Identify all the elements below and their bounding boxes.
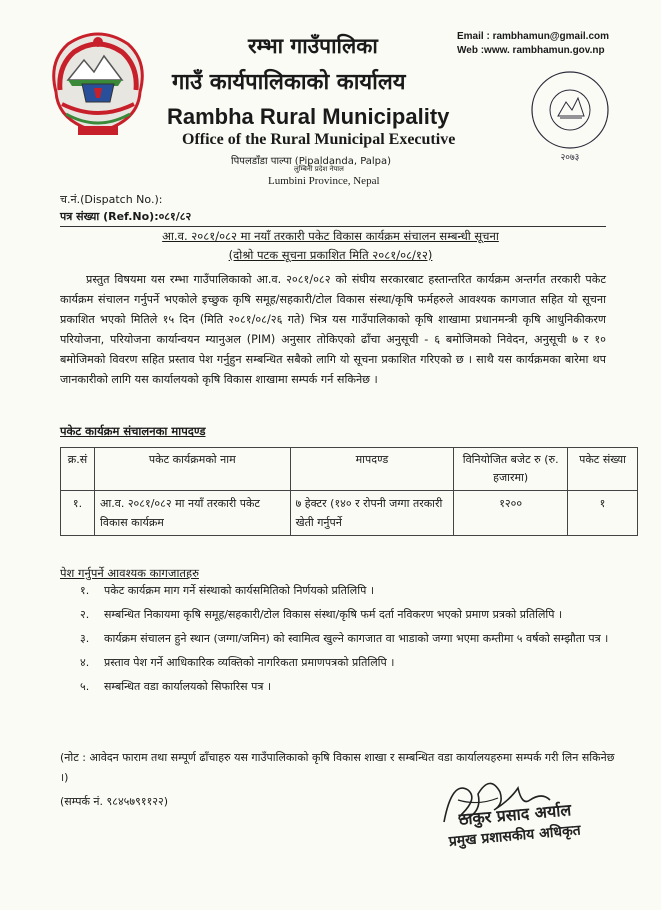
table-header-row bbox=[61, 448, 638, 491]
contact-block bbox=[457, 30, 609, 58]
notice-title: आ.व. २०८१/०८२ मा नयाँ तरकारी पकेट विकास कार्यक्रम संचालन सम्बन्धी सूचना bbox=[162, 229, 499, 243]
address-line-2: लुम्बिनी प्रदेश नेपाल bbox=[294, 165, 344, 173]
municipality-name-en: Rambha Rural Municipality bbox=[167, 104, 450, 129]
office-seal bbox=[528, 66, 612, 166]
office-name-en: Office of the Rural Municipal Executive bbox=[182, 131, 456, 148]
office-name-np: गाउँ कार्यपालिकाको कार्यालय bbox=[172, 70, 406, 95]
notice-subtitle: (दोश्रो पटक सूचना प्रकाशित मिति २०८१/०८/१२) bbox=[228, 248, 433, 262]
government-emblem bbox=[38, 22, 158, 150]
email-text: Email : rambhamun@gmail.com bbox=[457, 31, 610, 42]
cell-pocket-count: १ bbox=[568, 491, 638, 536]
list-item-number: १. bbox=[80, 584, 90, 597]
seal-year: २०७३ bbox=[560, 153, 580, 163]
list-item-number: २. bbox=[80, 608, 90, 621]
list-item-number: ४. bbox=[80, 656, 90, 669]
website-text: Web :www. rambhamun.gov.np bbox=[457, 45, 605, 56]
list-item bbox=[80, 581, 625, 601]
list-item-text: प्रस्ताव पेश गर्ने आधिकारिक व्यक्तिको नागरिकता प्रमाणपत्रको प्रतिलिपि । bbox=[104, 656, 395, 669]
criteria-table bbox=[60, 447, 638, 536]
dispatch-number: च.नं.(Dispatch No.): bbox=[60, 193, 163, 206]
list-item bbox=[80, 629, 625, 649]
col-header-pocket-count: पकेट संख्या bbox=[568, 448, 638, 491]
list-item bbox=[80, 605, 625, 625]
cell-criteria: ७ हेक्टर (१४० र रोपनी जग्गा तरकारी खेती गर्नुपर्ने bbox=[290, 491, 454, 536]
list-item bbox=[80, 653, 625, 673]
reference-number: पत्र संख्या (Ref.No):०८१/८२ bbox=[60, 210, 192, 223]
note-text: (नोट : आवेदन फाराम तथा सम्पूर्ण ढाँचाहरु यस गाउँपालिकाको कृषि विकास शाखा र सम्बन्धित वडा कार्यालयहरुमा सम्पर्क गरी लिन सकिनेछ ।) bbox=[60, 751, 615, 784]
municipality-name-np: रम्भा गाउँपालिका bbox=[248, 34, 378, 58]
list-item-text: सम्बन्धित निकायमा कृषि समूह/सहकारी/टोल विकास संस्था/कृषि फर्म दर्ता नविकरण भएको प्रमाण प्रत्रको प्रतिलिपि । bbox=[104, 608, 563, 621]
col-header-sn: क्र.सं bbox=[61, 448, 95, 491]
list-item-text: पकेट कार्यक्रम माग गर्ने संस्थाको कार्यसमितिको निर्णयको प्रतिलिपि । bbox=[104, 584, 374, 597]
cell-program-name: आ.व. २०८१/०८२ मा नयाँ तरकारी पकेट विकास कार्यक्रम bbox=[94, 491, 290, 536]
list-item-text: सम्बन्धित वडा कार्यालयको सिफारिस पत्र । bbox=[104, 680, 272, 693]
list-item bbox=[80, 677, 625, 697]
list-item-number: ५. bbox=[80, 680, 90, 693]
header-divider bbox=[60, 226, 606, 227]
list-item-number: ३. bbox=[80, 632, 90, 645]
col-header-criteria: मापदण्ड bbox=[290, 448, 454, 491]
address-line-3: Lumbini Province, Nepal bbox=[268, 175, 380, 187]
address-line-1: पिपलडाँडा पाल्पा (Pipaldanda, Palpa) bbox=[231, 156, 392, 167]
criteria-heading: पकेट कार्यक्रम संचालनका मापदण्ड bbox=[60, 424, 206, 438]
table-row bbox=[61, 491, 638, 536]
cell-budget: १२०० bbox=[454, 491, 568, 536]
cell-sn: १. bbox=[61, 491, 95, 536]
list-item-text: कार्यक्रम संचालन हुने स्थान (जग्गा/जमिन) को स्वामित्व खुल्ने कागजात वा भाडाको जग्गा भएमा कम्तीमा ५ वर्षको सम्झौता पत्र । bbox=[104, 632, 609, 645]
contact-number: (सम्पर्क नं. ९८४५७९११२२) bbox=[60, 795, 169, 808]
signatory-name: ठाकुर प्रसाद अर्याल bbox=[458, 800, 572, 829]
required-documents-list bbox=[80, 581, 625, 701]
signatory-title: प्रमुख प्रशासकीय अधिकृत bbox=[448, 822, 582, 850]
notice-body: प्रस्तुत विषयमा यस रम्भा गाउँपालिकाको आ.व. २०८१/०८२ को संघीय सरकारबाट हस्तान्तरित कार्यक्रम अन्तर्गत तरकारी पकेट कार्यक्रम संचालन गर्नुपर्ने भएकोले इच्छुक कृषि समूह/सहकारी/टोल विकास संस्था/कृषि फर्महरुले आवश्यक कागजात सहित यो सूचना प्रकाशित भएको मितिले १५ दिन (मिति २०८१/०८/२६ गते) भित्र यस गाउँपालिकाको कृषि शाखामा प्रधानमन्त्री कृषि आधुनिकीकरण परियोजना, परियोजना कार्यान्वयन म्यानुअल (PIM) अनुसार तोकिएको ढाँचा अनुसूची - ६ बमोजिमको निवेदन, अनुसूची ७ र १० बमोजिमको विवरण सहित प्रस्ताव पेश गर्नुहुन सम्बन्धित सबैको लागि यो सूचना प्रकाशित गरिएको छ । साथै यस कार्यक्रमका बारेमा थप जानकारीको लागि यस कार्यालयको कृषि विकास शाखामा सम्पर्क गर्न सकिनेछ । bbox=[60, 273, 606, 386]
col-header-program-name: पकेट कार्यक्रमको नाम bbox=[94, 448, 290, 491]
documents-heading: पेश गर्नुपर्ने आवश्यक कागजातहरु bbox=[60, 566, 199, 580]
col-header-budget: विनियोजित बजेट रु (रु. हजारमा) bbox=[454, 448, 568, 491]
